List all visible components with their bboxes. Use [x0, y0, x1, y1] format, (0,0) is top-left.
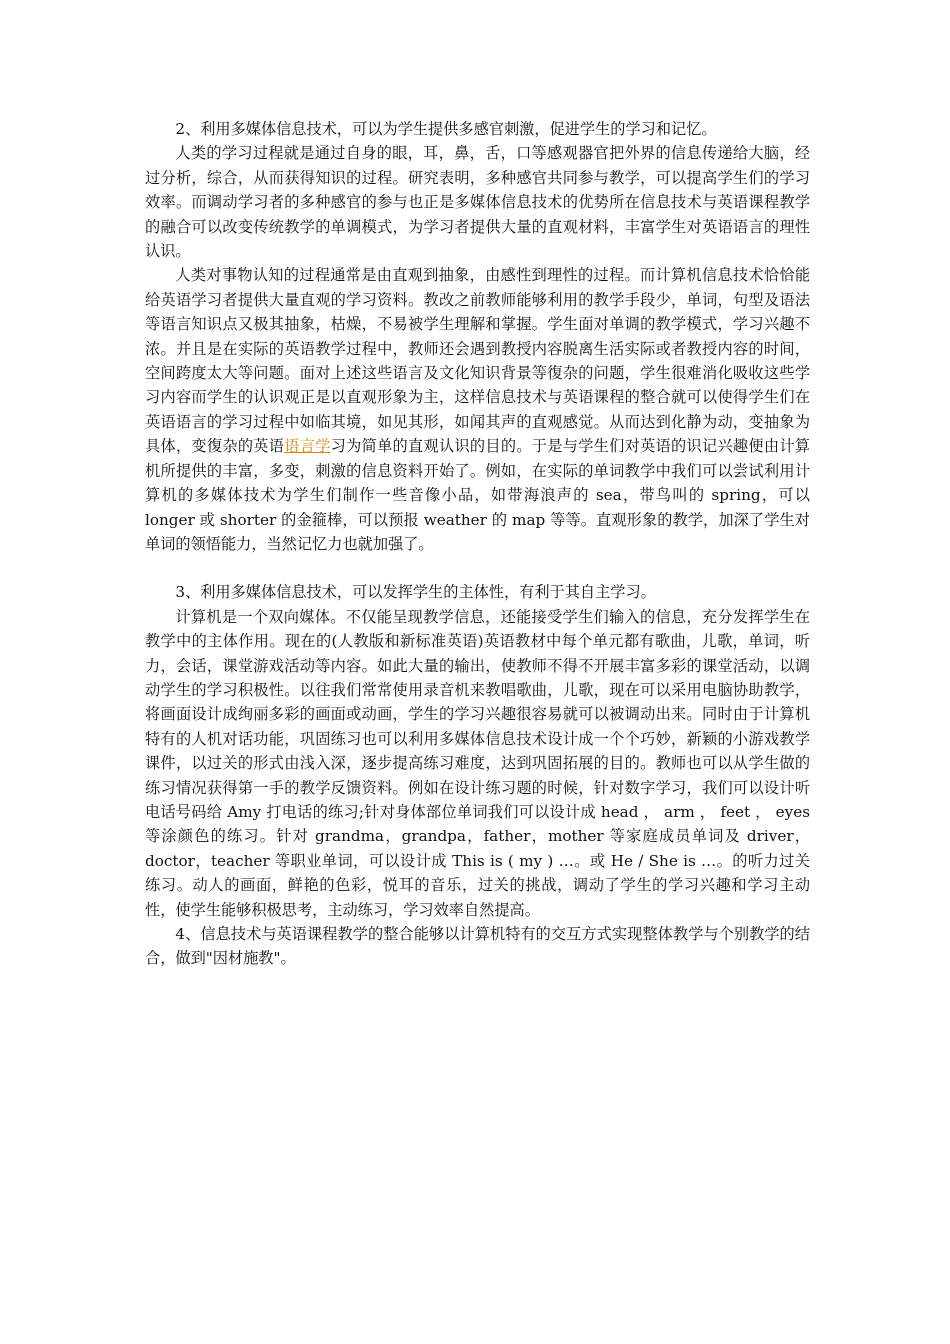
paragraph-text: 人类对事物认知的过程通常是由直观到抽象，由感性到理性的过程。而计算机信息技术恰恰能给英语学习者提供大量直观的学习资料。教改之前教师能够利用的教学手段少，单词，句型及语法等语言知识点又极其抽象，枯燥，不易被学生理解和掌握。学生面对单调的教学模式，学习兴趣不浓。并且是在实际的英语教学过程中，教师还会遇到教授内容脱离生活实际或者教授内容的时间，空间跨度太大等问题。面对上述这些语言及文化知识背景等復杂的问题，学生很难消化吸收这些学习内容而学生的认识观正是以直观形象为主，这样信息技术与英语课程的整合就可以使得学生们在英语语言的学习过程中如临其境，如见其形，如闻其声的直观感觉。从而达到化静为动，变抽象为具体，变復杂的英语: [145, 266, 810, 456]
section-2-paragraph-1: 人类的学习过程就是通过自身的眼，耳，鼻，舌，口等感观器官把外界的信息传递给大脑，经过分析，综合，从而获得知识的过程。研究表明，多种感官共同参与教学，可以提高学生们的学习效率。而调动学习者的多种感官的参与也正是多媒体信息技术的优势所在信息技术与英语课程教学的融合可以改变传统教学的单调模式，为学习者提供大量的直观材料，丰富学生对英语语言的理性认识。: [145, 144, 810, 261]
section-2-heading: 2、利用多媒体信息技术，可以为学生提供多感官刺激，促进学生的学习和记忆。: [175, 120, 717, 138]
section-4-heading: 4、信息技术与英语课程教学的整合能够以计算机特有的交互方式实现整体教学与个别教学的结合，做到"因材施教"。: [145, 925, 810, 968]
paragraph-text: 习为简单的直观认识的目的。于是与学生们对英语的识记兴趣便由计算机所提供的丰富，多变，刺激的信息资料开始了。例如，在实际的单词教学中我们可以尝试利用计算机的多媒体技术为学生们制作一些音像小品，如带海浪声的 sea，带鸟叫的 spring，可以 longer 或 shorter 的金箍棒，可以预报 weather 的 map 等等。直观形象的教学，加深了学生对单词的领悟能力，当然记忆力也就加强了。: [145, 437, 811, 553]
document-page: [145, 117, 810, 971]
section-2-paragraph-2: [145, 263, 810, 556]
section-3-paragraph-1: 计算机是一个双向媒体。不仅能呈现教学信息，还能接受学生们输入的信息，充分发挥学生在教学中的主体作用。现在的(人教版和新标准英语)英语教材中每个单元都有歌曲，儿歌，单词，听力，会话，课堂游戏活动等内容。如此大量的输出，使教师不得不开展丰富多彩的课堂活动，以调动学生的学习积极性。以往我们常常使用录音机来教唱歌曲，儿歌，现在可以采用电脑协助教学，将画面设计成绚丽多彩的画面或动画，学生的学习兴趣很容易就可以被调动出来。同时由于计算机特有的人机对话功能，巩固练习也可以利用多媒体信息技术设计成一个个巧妙，新颖的小游戏教学课件，以过关的形式由浅入深，逐步提高练习难度，达到巩固拓展的目的。教师也可以从学生做的练习情况获得第一手的教学反馈资料。例如在设计练习题的时候，针对数字学习，我们可以设计听电话号码给 Amy 打电话的练习;针对身体部位单词我们可以设计成 head ， arm ， feet ， eyes 等涂颜色的练习。针对 grandma，grandpa，father，mother 等家庭成员单词及 driver，doctor，teacher 等职业单词，可以设计成 This is ( my ) …。或 He / She is …。的听力过关练习。动人的画面，鲜艳的色彩，悦耳的音乐，过关的挑战，调动了学生的学习兴趣和学习主动性，使学生能够积极思考，主动练习，学习效率自然提高。: [145, 607, 810, 919]
section-3-heading: 3、利用多媒体信息技术，可以发挥学生的主体性，有利于其自主学习。: [175, 583, 656, 602]
paragraph-spacer: [145, 556, 810, 580]
linguistics-link[interactable]: 语言学: [284, 437, 331, 456]
